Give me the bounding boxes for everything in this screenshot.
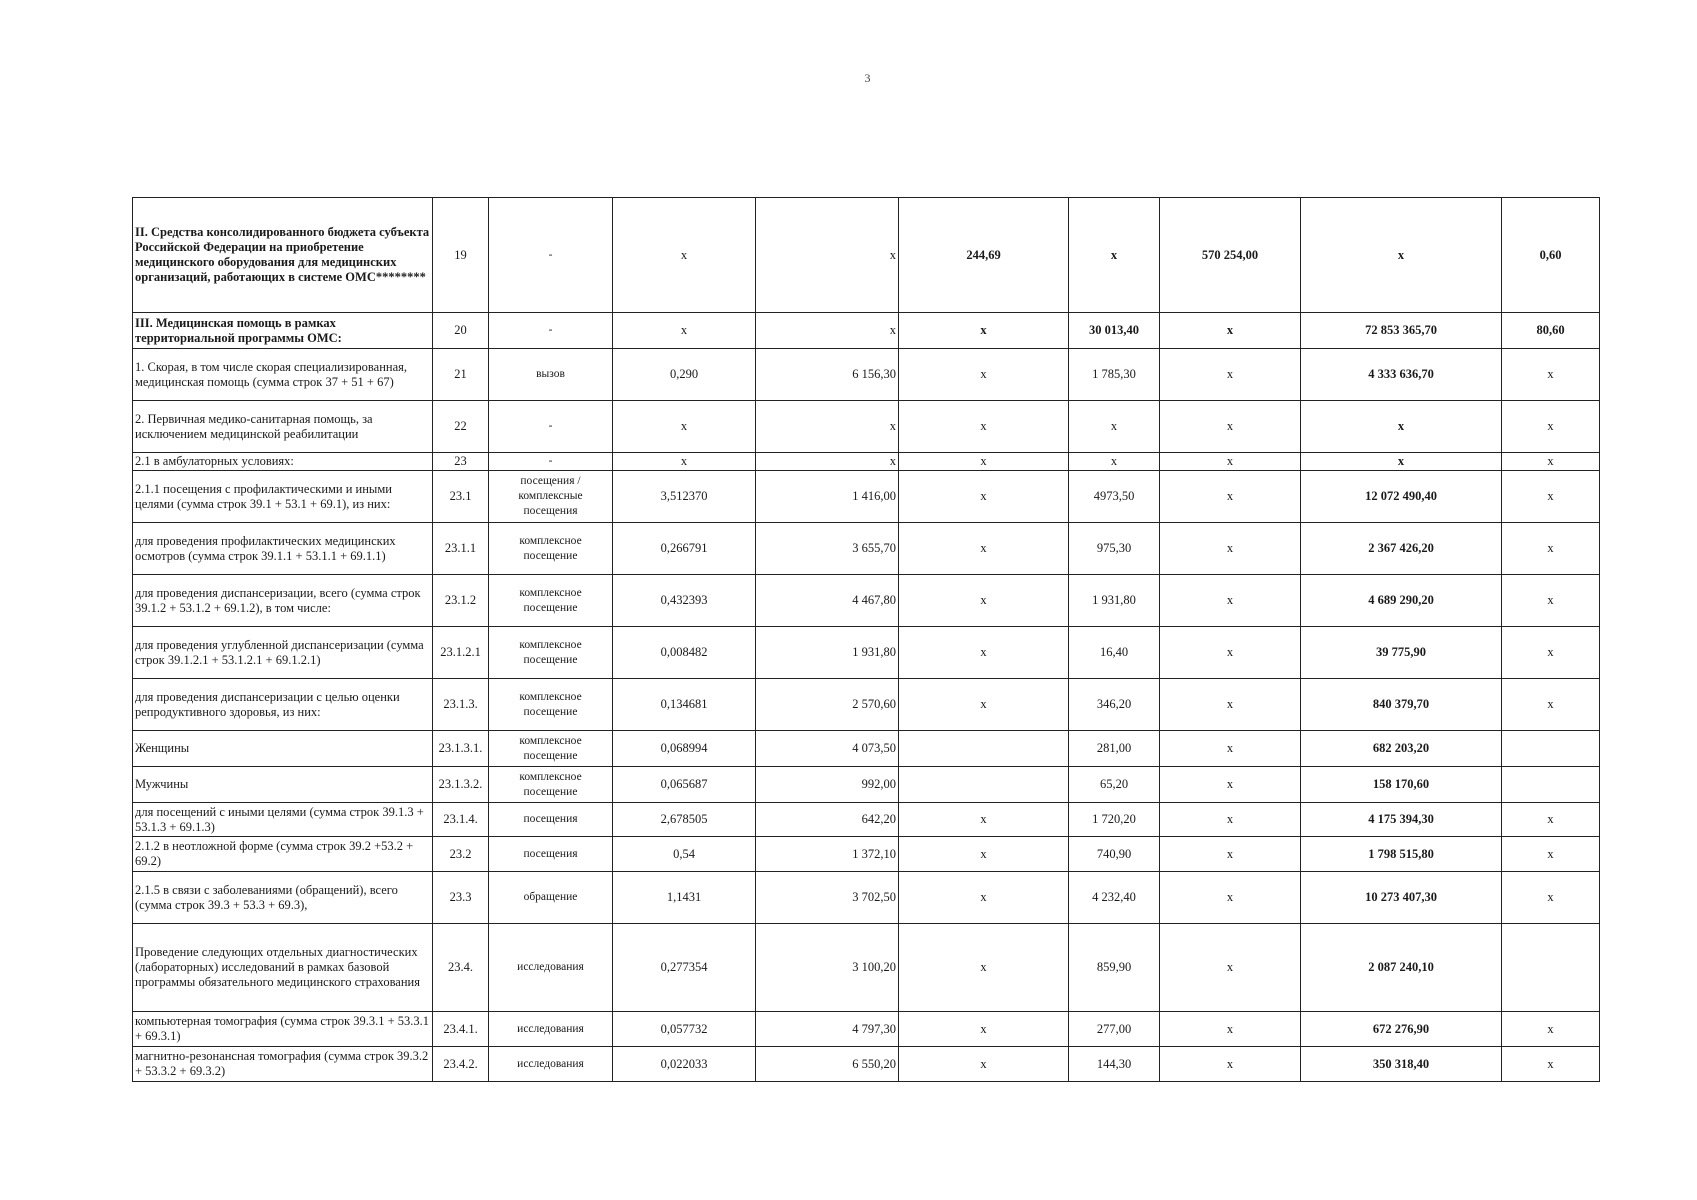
row-volume-norm: 0,057732 xyxy=(613,1012,756,1047)
row-cost-oms: x xyxy=(1301,198,1502,313)
row-per-capita-budget xyxy=(899,731,1069,767)
row-share-percent xyxy=(1502,767,1600,803)
row-cost-oms: x xyxy=(1301,453,1502,471)
row-volume-norm: 0,065687 xyxy=(613,767,756,803)
row-volume-norm: x xyxy=(613,198,756,313)
row-line-number: 23.1.3.2. xyxy=(433,767,489,803)
row-cost-per-unit: 6 156,30 xyxy=(756,349,899,401)
row-per-capita-oms: x xyxy=(1069,401,1160,453)
row-cost-oms: 682 203,20 xyxy=(1301,731,1502,767)
row-unit: комплексное посещение xyxy=(489,523,613,575)
row-name: 2.1 в амбулаторных условиях: xyxy=(133,453,433,471)
row-unit: - xyxy=(489,313,613,349)
row-unit: исследования xyxy=(489,1047,613,1082)
row-unit: - xyxy=(489,198,613,313)
row-cost-budget: x xyxy=(1160,627,1301,679)
row-cost-budget: x xyxy=(1160,1012,1301,1047)
row-cost-budget: x xyxy=(1160,924,1301,1012)
row-cost-per-unit: x xyxy=(756,401,899,453)
row-volume-norm: 0,134681 xyxy=(613,679,756,731)
table-row xyxy=(133,767,1600,803)
row-per-capita-oms: 740,90 xyxy=(1069,837,1160,872)
row-volume-norm: 0,54 xyxy=(613,837,756,872)
table-row xyxy=(133,872,1600,924)
row-unit: комплексное посещение xyxy=(489,575,613,627)
row-cost-budget: x xyxy=(1160,575,1301,627)
row-per-capita-oms: 859,90 xyxy=(1069,924,1160,1012)
row-line-number: 23 xyxy=(433,453,489,471)
row-line-number: 20 xyxy=(433,313,489,349)
row-share-percent xyxy=(1502,731,1600,767)
row-volume-norm: x xyxy=(613,401,756,453)
row-per-capita-budget: x xyxy=(899,313,1069,349)
row-cost-oms: 12 072 490,40 xyxy=(1301,471,1502,523)
row-share-percent: x xyxy=(1502,1012,1600,1047)
row-per-capita-oms: 1 931,80 xyxy=(1069,575,1160,627)
row-cost-budget: x xyxy=(1160,349,1301,401)
table-row xyxy=(133,837,1600,872)
row-cost-per-unit: 1 416,00 xyxy=(756,471,899,523)
table-row xyxy=(133,1012,1600,1047)
row-cost-per-unit: 642,20 xyxy=(756,803,899,837)
table-row xyxy=(133,401,1600,453)
row-cost-oms: 39 775,90 xyxy=(1301,627,1502,679)
table-row xyxy=(133,198,1600,313)
row-volume-norm: 3,512370 xyxy=(613,471,756,523)
row-unit: вызов xyxy=(489,349,613,401)
row-cost-oms: 350 318,40 xyxy=(1301,1047,1502,1082)
row-per-capita-budget: x xyxy=(899,575,1069,627)
row-per-capita-budget: x xyxy=(899,349,1069,401)
row-line-number: 23.1.4. xyxy=(433,803,489,837)
row-per-capita-budget: x xyxy=(899,471,1069,523)
row-cost-oms: 72 853 365,70 xyxy=(1301,313,1502,349)
row-line-number: 23.1 xyxy=(433,471,489,523)
row-per-capita-budget xyxy=(899,767,1069,803)
row-per-capita-oms: 65,20 xyxy=(1069,767,1160,803)
row-cost-oms: x xyxy=(1301,401,1502,453)
row-line-number: 23.4.1. xyxy=(433,1012,489,1047)
row-cost-per-unit: 3 702,50 xyxy=(756,872,899,924)
row-share-percent: x xyxy=(1502,453,1600,471)
table-row xyxy=(133,575,1600,627)
row-share-percent: x xyxy=(1502,523,1600,575)
row-unit: - xyxy=(489,401,613,453)
row-per-capita-budget: x xyxy=(899,837,1069,872)
row-cost-oms: 158 170,60 xyxy=(1301,767,1502,803)
row-name: Проведение следующих отдельных диагностических (лабораторных) исследований в рамках базовой программы обязательного медицинского страхования xyxy=(133,924,433,1012)
row-name: для проведения углубленной диспансеризации (сумма строк 39.1.2.1 + 53.1.2.1 + 69.1.2.1) xyxy=(133,627,433,679)
row-volume-norm: 2,678505 xyxy=(613,803,756,837)
row-cost-budget: x xyxy=(1160,453,1301,471)
row-line-number: 23.1.3. xyxy=(433,679,489,731)
row-cost-budget: x xyxy=(1160,523,1301,575)
row-share-percent: x xyxy=(1502,1047,1600,1082)
row-cost-per-unit: 1 372,10 xyxy=(756,837,899,872)
row-cost-per-unit: 2 570,60 xyxy=(756,679,899,731)
row-cost-budget: 570 254,00 xyxy=(1160,198,1301,313)
row-cost-budget: x xyxy=(1160,471,1301,523)
row-unit: посещения / комплексные посещения xyxy=(489,471,613,523)
row-name: 2.1.5 в связи с заболеваниями (обращений), всего (сумма строк 39.3 + 53.3 + 69.3), xyxy=(133,872,433,924)
row-line-number: 19 xyxy=(433,198,489,313)
row-volume-norm: 0,266791 xyxy=(613,523,756,575)
row-volume-norm: x xyxy=(613,313,756,349)
row-per-capita-oms: 4973,50 xyxy=(1069,471,1160,523)
row-share-percent: x xyxy=(1502,575,1600,627)
row-per-capita-budget: x xyxy=(899,872,1069,924)
row-volume-norm: x xyxy=(613,453,756,471)
row-cost-per-unit: 4 797,30 xyxy=(756,1012,899,1047)
row-volume-norm: 1,1431 xyxy=(613,872,756,924)
row-unit: обращение xyxy=(489,872,613,924)
row-per-capita-oms: 281,00 xyxy=(1069,731,1160,767)
row-per-capita-oms: 975,30 xyxy=(1069,523,1160,575)
row-name: 2.1.2 в неотложной форме (сумма строк 39.2 +53.2 + 69.2) xyxy=(133,837,433,872)
row-cost-per-unit: 6 550,20 xyxy=(756,1047,899,1082)
row-per-capita-oms: x xyxy=(1069,453,1160,471)
row-per-capita-oms: 144,30 xyxy=(1069,1047,1160,1082)
row-cost-budget: x xyxy=(1160,1047,1301,1082)
row-share-percent: x xyxy=(1502,679,1600,731)
row-unit: - xyxy=(489,453,613,471)
row-per-capita-oms: 346,20 xyxy=(1069,679,1160,731)
row-cost-oms: 1 798 515,80 xyxy=(1301,837,1502,872)
row-name: для посещений с иными целями (сумма строк 39.1.3 + 53.1.3 + 69.1.3) xyxy=(133,803,433,837)
row-cost-budget: x xyxy=(1160,731,1301,767)
row-cost-budget: x xyxy=(1160,313,1301,349)
row-cost-budget: x xyxy=(1160,872,1301,924)
row-line-number: 23.4. xyxy=(433,924,489,1012)
row-per-capita-budget: x xyxy=(899,803,1069,837)
row-per-capita-budget: x xyxy=(899,523,1069,575)
row-volume-norm: 0,277354 xyxy=(613,924,756,1012)
row-per-capita-budget: x xyxy=(899,924,1069,1012)
row-cost-per-unit: 1 931,80 xyxy=(756,627,899,679)
row-volume-norm: 0,068994 xyxy=(613,731,756,767)
table-row xyxy=(133,924,1600,1012)
row-cost-budget: x xyxy=(1160,401,1301,453)
row-per-capita-oms: 30 013,40 xyxy=(1069,313,1160,349)
row-unit: посещения xyxy=(489,837,613,872)
row-line-number: 23.1.2.1 xyxy=(433,627,489,679)
row-line-number: 23.1.2 xyxy=(433,575,489,627)
row-cost-oms: 4 175 394,30 xyxy=(1301,803,1502,837)
row-cost-per-unit: 3 100,20 xyxy=(756,924,899,1012)
row-per-capita-budget: x xyxy=(899,1047,1069,1082)
row-per-capita-oms: 1 785,30 xyxy=(1069,349,1160,401)
row-cost-budget: x xyxy=(1160,837,1301,872)
row-unit: посещения xyxy=(489,803,613,837)
row-cost-per-unit: x xyxy=(756,198,899,313)
row-volume-norm: 0,432393 xyxy=(613,575,756,627)
table-row xyxy=(133,627,1600,679)
row-share-percent xyxy=(1502,924,1600,1012)
row-cost-per-unit: x xyxy=(756,453,899,471)
row-cost-budget: x xyxy=(1160,803,1301,837)
row-per-capita-oms: x xyxy=(1069,198,1160,313)
row-line-number: 23.2 xyxy=(433,837,489,872)
row-cost-per-unit: 4 467,80 xyxy=(756,575,899,627)
row-share-percent: x xyxy=(1502,872,1600,924)
table-row xyxy=(133,453,1600,471)
page-number: 3 xyxy=(864,71,871,85)
row-name: для проведения диспансеризации, всего (сумма строк 39.1.2 + 53.1.2 + 69.1.2), в том числе: xyxy=(133,575,433,627)
row-cost-per-unit: 4 073,50 xyxy=(756,731,899,767)
row-unit: комплексное посещение xyxy=(489,679,613,731)
row-volume-norm: 0,290 xyxy=(613,349,756,401)
row-share-percent: 80,60 xyxy=(1502,313,1600,349)
table-row xyxy=(133,803,1600,837)
row-per-capita-budget: x xyxy=(899,401,1069,453)
row-per-capita-budget: x xyxy=(899,627,1069,679)
row-per-capita-budget: x xyxy=(899,1012,1069,1047)
row-name: 1. Скорая, в том числе скорая специализированная, медицинская помощь (сумма строк 37 + 51 + 67) xyxy=(133,349,433,401)
table-row xyxy=(133,313,1600,349)
row-name: Мужчины xyxy=(133,767,433,803)
row-per-capita-oms: 16,40 xyxy=(1069,627,1160,679)
table-row xyxy=(133,1047,1600,1082)
row-per-capita-oms: 4 232,40 xyxy=(1069,872,1160,924)
table-row xyxy=(133,349,1600,401)
row-cost-oms: 4 689 290,20 xyxy=(1301,575,1502,627)
row-unit: комплексное посещение xyxy=(489,627,613,679)
row-unit: комплексное посещение xyxy=(489,767,613,803)
row-name: для проведения профилактических медицинских осмотров (сумма строк 39.1.1 + 53.1.1 + 69.1.1) xyxy=(133,523,433,575)
row-name: 2.1.1 посещения с профилактическими и иными целями (сумма строк 39.1 + 53.1 + 69.1), из них: xyxy=(133,471,433,523)
row-volume-norm: 0,022033 xyxy=(613,1047,756,1082)
table-row xyxy=(133,471,1600,523)
row-share-percent: x xyxy=(1502,803,1600,837)
row-share-percent: x xyxy=(1502,627,1600,679)
row-name: III. Медицинская помощь в рамках территориальной программы ОМС: xyxy=(133,313,433,349)
row-name: для проведения диспансеризации с целью оценки репродуктивного здоровья, из них: xyxy=(133,679,433,731)
row-line-number: 23.1.1 xyxy=(433,523,489,575)
row-unit: исследования xyxy=(489,924,613,1012)
row-unit: комплексное посещение xyxy=(489,731,613,767)
row-name: 2. Первичная медико-санитарная помощь, за исключением медицинской реабилитации xyxy=(133,401,433,453)
row-cost-oms: 672 276,90 xyxy=(1301,1012,1502,1047)
row-line-number: 23.1.3.1. xyxy=(433,731,489,767)
table-row xyxy=(133,679,1600,731)
row-cost-oms: 2 087 240,10 xyxy=(1301,924,1502,1012)
row-share-percent: 0,60 xyxy=(1502,198,1600,313)
table-row xyxy=(133,523,1600,575)
row-line-number: 23.4.2. xyxy=(433,1047,489,1082)
table-body xyxy=(133,198,1600,1082)
row-name: Женщины xyxy=(133,731,433,767)
row-cost-budget: x xyxy=(1160,767,1301,803)
row-unit: исследования xyxy=(489,1012,613,1047)
row-share-percent: x xyxy=(1502,471,1600,523)
row-cost-budget: x xyxy=(1160,679,1301,731)
row-per-capita-budget: x xyxy=(899,679,1069,731)
row-name: II. Средства консолидированного бюджета субъекта Российской Федерации на приобретение медицинского оборудования для медицинских организаций, работающих в системе ОМС******** xyxy=(133,198,433,313)
row-name: компьютерная томография (сумма строк 39.3.1 + 53.3.1 + 69.3.1) xyxy=(133,1012,433,1047)
row-line-number: 22 xyxy=(433,401,489,453)
funding-table xyxy=(132,197,1600,1082)
row-per-capita-budget: 244,69 xyxy=(899,198,1069,313)
row-cost-per-unit: 3 655,70 xyxy=(756,523,899,575)
row-per-capita-oms: 277,00 xyxy=(1069,1012,1160,1047)
row-cost-oms: 4 333 636,70 xyxy=(1301,349,1502,401)
row-volume-norm: 0,008482 xyxy=(613,627,756,679)
row-share-percent: x xyxy=(1502,349,1600,401)
row-cost-per-unit: x xyxy=(756,313,899,349)
row-per-capita-oms: 1 720,20 xyxy=(1069,803,1160,837)
row-cost-oms: 10 273 407,30 xyxy=(1301,872,1502,924)
row-cost-oms: 840 379,70 xyxy=(1301,679,1502,731)
row-cost-per-unit: 992,00 xyxy=(756,767,899,803)
row-cost-oms: 2 367 426,20 xyxy=(1301,523,1502,575)
row-per-capita-budget: x xyxy=(899,453,1069,471)
table-row xyxy=(133,731,1600,767)
row-share-percent: x xyxy=(1502,401,1600,453)
row-line-number: 23.3 xyxy=(433,872,489,924)
row-share-percent: x xyxy=(1502,837,1600,872)
row-line-number: 21 xyxy=(433,349,489,401)
row-name: магнитно-резонансная томография (сумма строк 39.3.2 + 53.3.2 + 69.3.2) xyxy=(133,1047,433,1082)
